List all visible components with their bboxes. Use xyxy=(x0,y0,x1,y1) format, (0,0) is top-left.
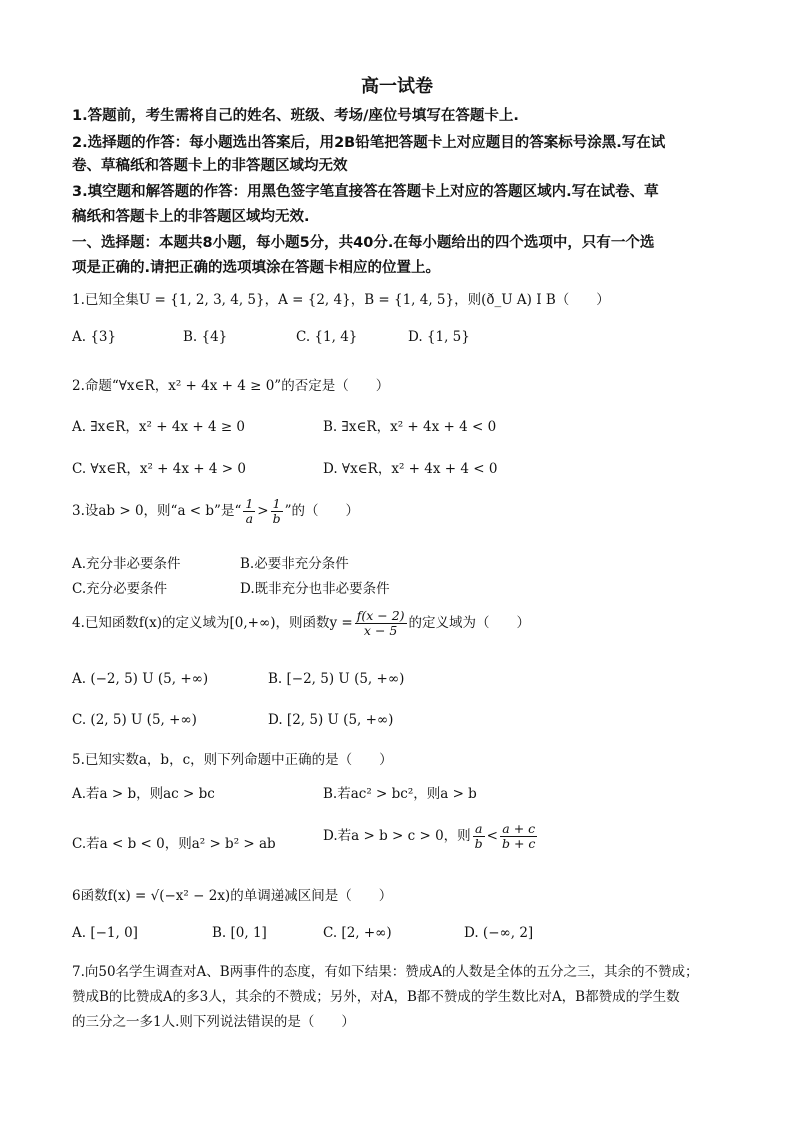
question-4-option-c: C. (2, 5) U (5, +∞) xyxy=(72,712,197,728)
fraction-a-over-b xyxy=(473,822,485,851)
question-3-stem xyxy=(72,497,359,526)
question-4-option-a: A. (−2, 5) U (5, +∞) xyxy=(72,671,209,687)
fraction-numerator: a + c xyxy=(500,822,537,837)
question-3-option-b: B.必要非充分条件 xyxy=(240,556,349,572)
question-7-stem-line3: 的三分之一多1人.则下列说法错误的是（ ） xyxy=(72,1014,355,1030)
fraction-f-over-x-minus-5 xyxy=(355,609,407,638)
fraction-denominator: x − 5 xyxy=(363,623,398,638)
question-4-stem-prefix: 4.已知函数f(x)的定义域为[0,+∞)，则函数y = xyxy=(72,615,353,631)
question-6-stem: 6函数f(x) = √(−x² − 2x)的单调递减区间是（ ） xyxy=(72,888,393,904)
question-2-option-b: B. ∃x∈R，x² + 4x + 4 < 0 xyxy=(323,419,497,435)
question-1-option-c: C. {1, 4} xyxy=(296,329,358,345)
section-heading-line1: 一、选择题：本题共8小题，每小题5分，共40分.在每小题给出的四个选项中，只有一个选 xyxy=(72,235,655,251)
question-3-option-a: A.充分非必要条件 xyxy=(72,556,181,572)
greater-than-sign: > xyxy=(257,503,269,519)
fraction-numerator: 1 xyxy=(245,496,254,511)
less-than-sign: < xyxy=(486,828,498,844)
question-4-option-b: B. [−2, 5) U (5, +∞) xyxy=(268,671,405,687)
question-7-stem-line2: 赞成B的比赞成A的多3人，其余的不赞成；另外，对A，B都不赞成的学生数比对A，B都赞成的学生数 xyxy=(72,989,680,1005)
instruction-3-line1: 3.填空题和解答题的作答：用黑色签字笔直接答在答题卡上对应的答题区域内.写在试卷、草 xyxy=(72,184,659,200)
fraction-numerator: 1 xyxy=(271,497,283,512)
question-6-option-a: A. [−1, 0] xyxy=(72,925,138,941)
page-title: 高一试卷 xyxy=(361,76,433,97)
question-5-stem: 5.已知实数a，b，c，则下列命题中正确的是（ ） xyxy=(72,752,393,768)
question-5-option-b: B.若ac² > bc²，则a > b xyxy=(323,786,477,802)
instruction-2-line1: 2.选择题的作答：每小题选出答案后，用2B铅笔把答题卡上对应题目的答案标号涂黑.写在试 xyxy=(72,135,666,151)
question-5-option-d-prefix: D.若a > b > c > 0，则 xyxy=(323,828,471,844)
fraction-denominator: b xyxy=(474,836,483,851)
question-4-stem xyxy=(72,609,530,638)
fraction-a-plus-c-over-b-plus-c xyxy=(500,822,537,851)
question-1-option-a: A. {3} xyxy=(72,329,117,345)
question-5-option-c: C.若a < b < 0，则a² > b² > ab xyxy=(72,836,276,852)
fraction-denominator: a xyxy=(245,511,254,526)
question-1-option-b: B. {4} xyxy=(183,329,228,345)
fraction-denominator: b xyxy=(272,511,281,526)
question-2-option-a: A. ∃x∈R，x² + 4x + 4 ≥ 0 xyxy=(72,419,246,435)
question-3-stem-suffix: ”的（ ） xyxy=(284,503,360,519)
question-3-option-d: D.既非充分也非必要条件 xyxy=(240,581,390,597)
question-1-option-d: D. {1, 5} xyxy=(408,329,470,345)
question-2-option-c: C. ∀x∈R，x² + 4x + 4 > 0 xyxy=(72,461,246,477)
question-2-option-d: D. ∀x∈R，x² + 4x + 4 < 0 xyxy=(323,461,498,477)
question-6-option-c: C. [2, +∞) xyxy=(323,925,392,941)
question-1-stem: 1.已知全集U = {1, 2, 3, 4, 5}，A = {2, 4}，B = {1, 4, 5}，则(ð_U A) I B（ ） xyxy=(72,292,610,308)
section-heading-line2: 项是正确的.请把正确的选项填涂在答题卡相应的位置上。 xyxy=(72,260,441,276)
instruction-1: 1.答题前，考生需将自己的姓名、班级、考场/座位号填写在答题卡上. xyxy=(72,108,519,124)
question-3-stem-prefix: 3.设ab > 0，则“a < b”是“ xyxy=(72,503,242,519)
question-5-option-a: A.若a > b，则ac > bc xyxy=(72,786,215,802)
fraction-numerator: a xyxy=(473,822,485,837)
question-4-stem-suffix: 的定义域为（ ） xyxy=(408,615,531,631)
question-3-option-c: C.充分必要条件 xyxy=(72,581,168,597)
question-6-option-b: B. [0, 1] xyxy=(212,925,267,941)
instruction-3-line2: 稿纸和答题卡上的非答题区域均无效. xyxy=(72,209,310,225)
fraction-1-over-b xyxy=(271,497,283,526)
instruction-2-line2: 卷、草稿纸和答题卡上的非答题区域均无效 xyxy=(72,158,348,174)
question-5-option-d xyxy=(323,822,539,851)
question-6-option-d: D. (−∞, 2] xyxy=(464,925,534,941)
fraction-numerator: f(x − 2) xyxy=(356,608,405,623)
question-7-stem-line1: 7.向50名学生调查对A、B两事件的态度，有如下结果：赞成A的人数是全体的五分之三，其余的不赞成； xyxy=(72,964,699,980)
question-2-stem: 2.命题“∀x∈R，x² + 4x + 4 ≥ 0”的否定是（ ） xyxy=(72,378,390,394)
question-4-option-d: D. [2, 5) U (5, +∞) xyxy=(268,712,394,728)
fraction-1-over-a xyxy=(243,497,255,526)
fraction-denominator: b + c xyxy=(501,836,536,851)
